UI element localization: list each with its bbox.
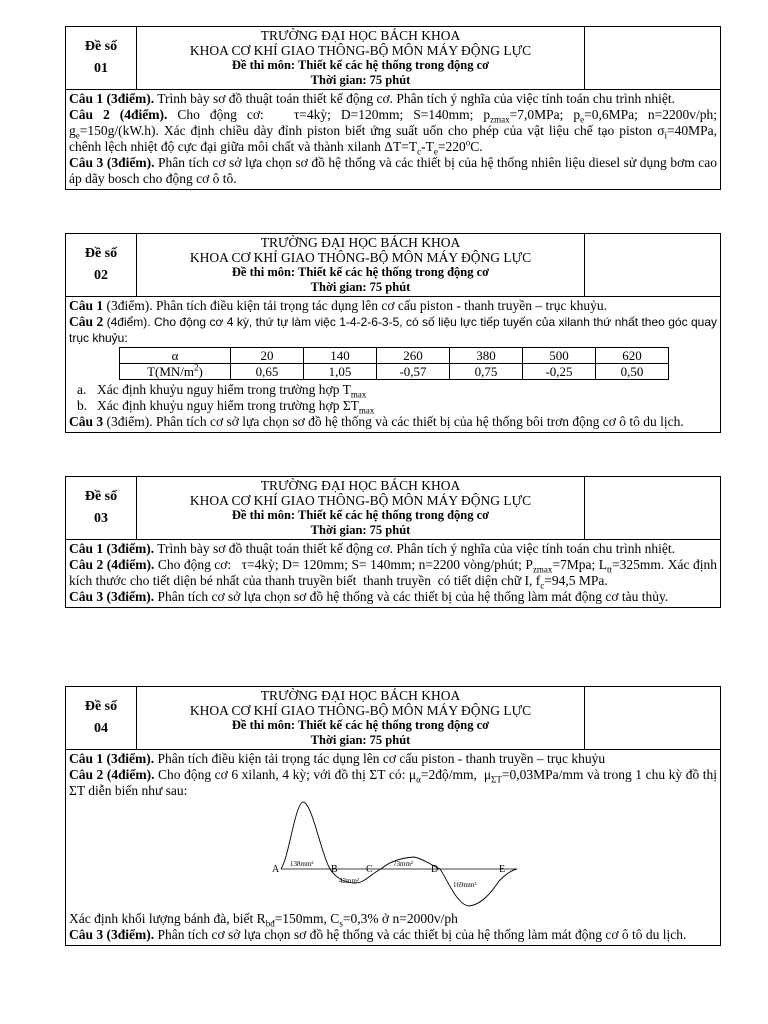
de-so-label: Đề số [84,489,118,504]
exam-body [66,297,720,432]
question-label: Câu 1 (3điểm). [69,751,155,766]
subject: Đề thi môn: Thiết kế các hệ thống trong động cơ [231,58,490,72]
sub-item-b: b. Xác định khuỷu nguy hiểm trong trường hợp $\Sigma T_{max}$ [77,398,375,416]
item-marker: b. [77,398,88,413]
exam-03 [65,476,721,608]
question-label: Câu 3 (3điểm). [69,155,155,170]
time-limit: Thời gian: 75 phút [310,73,411,87]
table-cell: 620 [596,348,669,364]
de-so-label: Đề số [84,699,118,714]
question-label: Câu 1 (3điểm). [69,541,155,556]
point-label-d: D [431,864,439,875]
sub-item-a: a. Xác định khuỷu nguy hiểm trong trường hợp $T_{max}$ [77,382,367,400]
table-cell: -0,57 [377,364,450,380]
question-3 [69,155,717,187]
question-2: Câu 2 (4điểm). Cho động cơ: τ=4kỳ; D= 120mm; S= 140mm; n=2200 vòng/phút; $P_{zmax}=7Mpa$; $L_{tt}=325mm$. Xác định kích thước cho tiết diện bé nhất của thanh truyền biết thanh truyền có tiết diện chữ I, $f_c=94,5$ MPa. [69,557,717,591]
question-text: Phân tích cơ sở lựa chọn sơ đồ hệ thống và các thiết bị của hệ thống nhiên liệu diesel sử dụng bơm cao áp dãy bosch cho động cơ ô tô. [69,155,718,186]
area-label-4: 169mm² [453,881,477,889]
question-text: Phân tích cơ sở lựa chọn sơ đồ hệ thống và các thiết bị của hệ thống làm mát động cơ ô tô du lịch. [154,927,687,942]
subject: Đề thi môn: Thiết kế các hệ thống trong động cơ [231,508,490,522]
subject: Đề thi môn: Thiết kế các hệ thống trong động cơ [231,718,490,732]
question-text: Trình bày sơ đồ thuật toán thiết kế động cơ. Phân tích ý nghĩa của việc tính toán chu trình nhiệt. [154,91,675,106]
table-cell: 1,05 [304,364,377,380]
exam-number: 01 [94,61,108,76]
exam-body [66,540,720,607]
time-limit: Thời gian: 75 phút [310,523,411,537]
exam-number-cell [66,234,137,296]
exam-number-cell [66,27,137,89]
question-label: Câu 2 (4điểm). [69,767,155,782]
question-label: Câu 1 [69,298,104,313]
school-name: TRƯỜNG ĐẠI HỌC BÁCH KHOA [260,478,461,493]
question-text: Phân tích cơ sở lựa chọn sơ đồ hệ thống và các thiết bị của hệ thống làm mát động cơ tàu thủy. [154,589,669,604]
exam-number-cell [66,477,137,539]
question-1 [69,91,717,107]
point-label-c: C [366,864,373,875]
blank-cell [584,27,720,89]
question-3 [69,927,717,943]
question-2: Câu 2 (4điểm). Cho động cơ: τ=4kỳ; D=120mm; S=140mm; $p_{zmax}=7,0MPa$; $p_e=0,6MPa$; n=2200v/ph; $g_e=150g/(kW.h)$. Xác định chiều dày đỉnh piston biết ứng suất uốn cho phép của vật liệu chế tạo piston $\sigma_i=40MPa$, chênh lệch nhiệt độ cực đại giữa môi chất và thành xilanh $\Delta T=T_c-T_e=220^oC$. [69,107,718,157]
de-so-label: Đề số [84,39,118,54]
item-marker: a. [77,382,87,397]
point-label-a: A [272,864,280,875]
table-cell: 0,50 [596,364,669,380]
table-cell: -0,25 [523,364,596,380]
faculty-name: KHOA CƠ KHÍ GIAO THÔNG-BỘ MÔN MÁY ĐỘNG LỰC [189,250,532,265]
exam-number: 03 [94,511,108,526]
question-3 [69,414,717,430]
question-2 [69,314,717,346]
time-limit: Thời gian: 75 phút [310,733,411,747]
question-label: Câu 2 (4điểm). [69,107,168,122]
question-label: Câu 1 (3điểm). [69,91,155,106]
table-row-angle [120,348,669,364]
question-2: Câu 2 (4điểm). Cho động cơ 6 xilanh, 4 kỳ; với đồ thị ΣT có: $\mu_\alpha=2độ/mm$, $\mu_{\Sigma T}=0,03MPa/mm$ và trong 1 chu kỳ đồ thị ΣT diễn biến như sau: [69,767,717,798]
exam-02 [65,233,721,433]
exam-body [66,750,720,945]
exam-title [137,687,584,749]
table-cell: 140 [304,348,377,364]
area-label-2: 42mm² [339,877,359,885]
area-label-3: 73mm² [393,860,413,868]
question-text: (3điểm). Phân tích điều kiện tải trọng tác dụng lên cơ cấu piston - thanh truyền – trục khuỷu. [103,298,608,313]
torque-diagram [69,799,719,911]
question-3 [69,589,717,605]
exam-number: 04 [94,721,108,736]
table-cell: 380 [450,348,523,364]
table-header-alpha: α [120,348,231,364]
exam-header [66,687,720,750]
table-cell: 500 [523,348,596,364]
question-label: Câu 3 (3điểm). [69,927,155,942]
exam-header [66,27,720,90]
exam-header [66,477,720,540]
item-text: Xác định khuỷu nguy hiểm trong trường hợp ΣT [97,398,359,413]
area-label-1: 138mm² [290,860,314,868]
exam-title [137,27,584,89]
exam-body [66,90,720,189]
table-row-force [120,364,669,380]
question-label: Câu 2 (4điểm). [69,557,155,572]
item-text: Xác định khuỷu nguy hiểm trong trường hợp T [97,382,351,397]
torque-curve [281,802,517,906]
exam-04 [65,686,721,946]
question-label: Câu 2 [69,314,104,329]
blank-cell [584,477,720,539]
point-label-e: E [499,864,506,875]
school-name: TRƯỜNG ĐẠI HỌC BÁCH KHOA [260,28,461,43]
exam-number: 02 [94,268,108,283]
exam-header [66,234,720,297]
faculty-name: KHOA CƠ KHÍ GIAO THÔNG-BỘ MÔN MÁY ĐỘNG LỰC [189,493,532,508]
table-header-force: $T(MN/m^2)$ [120,364,231,380]
question-1 [69,298,717,314]
exam-title [137,234,584,296]
blank-cell [584,687,720,749]
table-cell: 260 [377,348,450,364]
faculty-name: KHOA CƠ KHÍ GIAO THÔNG-BỘ MÔN MÁY ĐỘNG LỰC [189,43,532,58]
question-text: (3điểm). Phân tích cơ sở lựa chọn sơ đồ hệ thống và các thiết bị của hệ thống bôi trơn động cơ ô tô du lịch. [103,414,684,429]
exam-01 [65,26,721,190]
question-1 [69,541,717,557]
table-cell: 20 [231,348,304,364]
question-text: (4điểm). Cho động cơ 4 kỳ, thứ tự làm việc 1-4-2-6-3-5, có số liệu lực tiếp tuyến của xilanh thứ nhất theo góc quay trục khuỷu: [69,315,717,345]
table-cell: 0,75 [450,364,523,380]
blank-cell [584,234,720,296]
school-name: TRƯỜNG ĐẠI HỌC BÁCH KHOA [260,235,461,250]
time-limit: Thời gian: 75 phút [310,280,411,294]
question-2-task: Xác định khối lượng bánh đà, biết $R_{bđ}=150mm$, $C_s=0,3\%$ ở n=2000v/ph [69,911,458,929]
question-1 [69,751,717,767]
question-label: Câu 3 [69,414,104,429]
table-cell: 0,65 [231,364,304,380]
school-name: TRƯỜNG ĐẠI HỌC BÁCH KHOA [260,688,461,703]
question-text: Phân tích điều kiện tải trọng tác dụng lên cơ cấu piston - thanh truyền – trục khuỷu [154,751,606,766]
question-label: Câu 3 (3điểm). [69,589,155,604]
force-table [119,347,669,380]
faculty-name: KHOA CƠ KHÍ GIAO THÔNG-BỘ MÔN MÁY ĐỘNG LỰC [189,703,532,718]
point-label-b: B [331,864,338,875]
question-text: Trình bày sơ đồ thuật toán thiết kế động cơ. Phân tích ý nghĩa của việc tính toán chu trình nhiệt. [154,541,675,556]
exam-title [137,477,584,539]
de-so-label: Đề số [84,246,118,261]
exam-number-cell [66,687,137,749]
subject: Đề thi môn: Thiết kế các hệ thống trong động cơ [231,265,490,279]
